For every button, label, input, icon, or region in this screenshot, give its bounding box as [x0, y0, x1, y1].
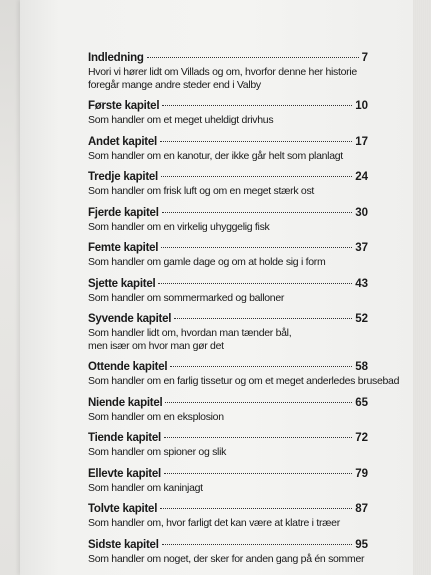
- toc-entry: [88, 361, 400, 388]
- chapter-title: Ottende kapitel: [88, 361, 168, 373]
- table-of-contents: [88, 52, 400, 574]
- chapter-description: Som handler om en kanotur, der ikke går helt som planlagt: [88, 149, 343, 162]
- toc-entry-heading-row: [88, 242, 368, 256]
- page-number: 7: [361, 52, 368, 64]
- dot-leader: [165, 402, 352, 403]
- toc-entry-heading-row: [88, 313, 368, 327]
- chapter-title: Tiende kapitel: [88, 432, 161, 444]
- chapter-description: Som handler lidt om, hvordan man tænder bål,: [88, 327, 292, 339]
- chapter-description: Som handler om, hvor farligt det kan være at klatre i træer: [88, 517, 340, 529]
- chapter-description: Som handler om sommermarked og balloner: [88, 291, 285, 304]
- page-number: 72: [355, 432, 368, 444]
- dot-leader: [147, 57, 359, 58]
- dot-leader: [160, 141, 352, 142]
- toc-entry-heading-row: [88, 100, 368, 114]
- page-number: 87: [355, 503, 368, 515]
- page-number: 65: [355, 396, 368, 409]
- dot-leader: [160, 508, 352, 509]
- chapter-title: Tolvte kapitel: [88, 503, 158, 515]
- toc-entry: [88, 207, 368, 234]
- dot-leader: [162, 105, 352, 106]
- dot-leader: [161, 247, 352, 248]
- chapter-description: Som handler om spioner og slik: [88, 446, 227, 458]
- chapter-description: men især om hvor man gør det: [88, 339, 224, 352]
- toc-entry-heading-row: [88, 432, 368, 446]
- page-number: 30: [355, 206, 368, 219]
- toc-entry: [88, 397, 368, 424]
- toc-entry-heading-row: [88, 136, 368, 150]
- dot-leader: [161, 176, 352, 177]
- chapter-description: Som handler om en eksplosion: [88, 410, 224, 423]
- toc-entry: [88, 100, 368, 127]
- chapter-description: Som handler om en farlig tissetur og om et meget anderledes brusebad: [88, 375, 400, 387]
- dot-leader: [164, 473, 352, 474]
- toc-entry: [88, 503, 368, 530]
- dot-leader: [162, 212, 353, 213]
- page-stack-edge: [413, 0, 431, 575]
- chapter-title: Andet kapitel: [88, 135, 157, 148]
- page-number: 95: [355, 538, 368, 551]
- page-number: 79: [355, 467, 368, 480]
- page-number: 52: [355, 313, 368, 325]
- dot-leader: [158, 283, 352, 284]
- chapter-title: Sjette kapitel: [88, 277, 156, 290]
- toc-entry-heading-row: [88, 278, 368, 292]
- page-number: 58: [355, 361, 368, 373]
- toc-entry-heading-row: [88, 397, 368, 411]
- chapter-title: Første kapitel: [88, 100, 160, 112]
- chapter-description: Som handler om noget, der sker for anden gang på én sommer: [88, 552, 365, 565]
- page-number: 24: [355, 171, 368, 183]
- chapter-description: foregår mange andre steder end i Valby: [88, 78, 261, 91]
- toc-entry: [88, 171, 368, 198]
- chapter-description: Hvori vi hører lidt om Villads og om, hvorfor denne her historie: [88, 66, 357, 78]
- toc-entry: [88, 242, 368, 269]
- toc-entry-heading-row: [88, 503, 368, 517]
- chapter-title: Niende kapitel: [88, 396, 163, 409]
- toc-entry: [88, 136, 368, 163]
- chapter-description: Som handler om kaninjagt: [88, 481, 203, 494]
- toc-entry: [88, 539, 368, 566]
- page-number: 43: [355, 277, 368, 290]
- chapter-title: Syvende kapitel: [88, 313, 172, 325]
- toc-entry: [88, 468, 368, 495]
- toc-entry-heading-row: [88, 52, 368, 66]
- chapter-title: Ellevte kapitel: [88, 467, 161, 480]
- chapter-title: Tredje kapitel: [88, 171, 159, 183]
- dot-leader: [164, 437, 352, 438]
- chapter-description: Som handler om gamle dage og om at holde sig i form: [88, 256, 326, 268]
- toc-entry-heading-row: [88, 468, 368, 482]
- toc-entry: [88, 52, 368, 91]
- page-number: 10: [355, 100, 368, 112]
- toc-entry-heading-row: [88, 361, 368, 375]
- page-number: 17: [355, 135, 368, 148]
- chapter-description: Som handler om en virkelig uhyggelig fisk: [88, 220, 270, 233]
- dot-leader: [170, 366, 352, 367]
- toc-entry-heading-row: [88, 539, 368, 553]
- toc-entry: [88, 278, 368, 305]
- chapter-description: Som handler om et meget uheldigt drivhus: [88, 114, 274, 126]
- book-page: [20, 0, 413, 575]
- toc-entry: [88, 432, 368, 459]
- page-number: 37: [355, 242, 368, 254]
- toc-entry-heading-row: [88, 171, 368, 185]
- chapter-title: Fjerde kapitel: [88, 206, 159, 219]
- toc-entry-heading-row: [88, 207, 368, 221]
- chapter-title: Femte kapitel: [88, 242, 159, 254]
- chapter-title: Sidste kapitel: [88, 538, 159, 551]
- chapter-description: Som handler om frisk luft og om en meget stærk ost: [88, 185, 315, 197]
- toc-entry: [88, 313, 368, 352]
- dot-leader: [162, 544, 353, 545]
- chapter-title: Indledning: [88, 52, 144, 64]
- dot-leader: [174, 318, 352, 319]
